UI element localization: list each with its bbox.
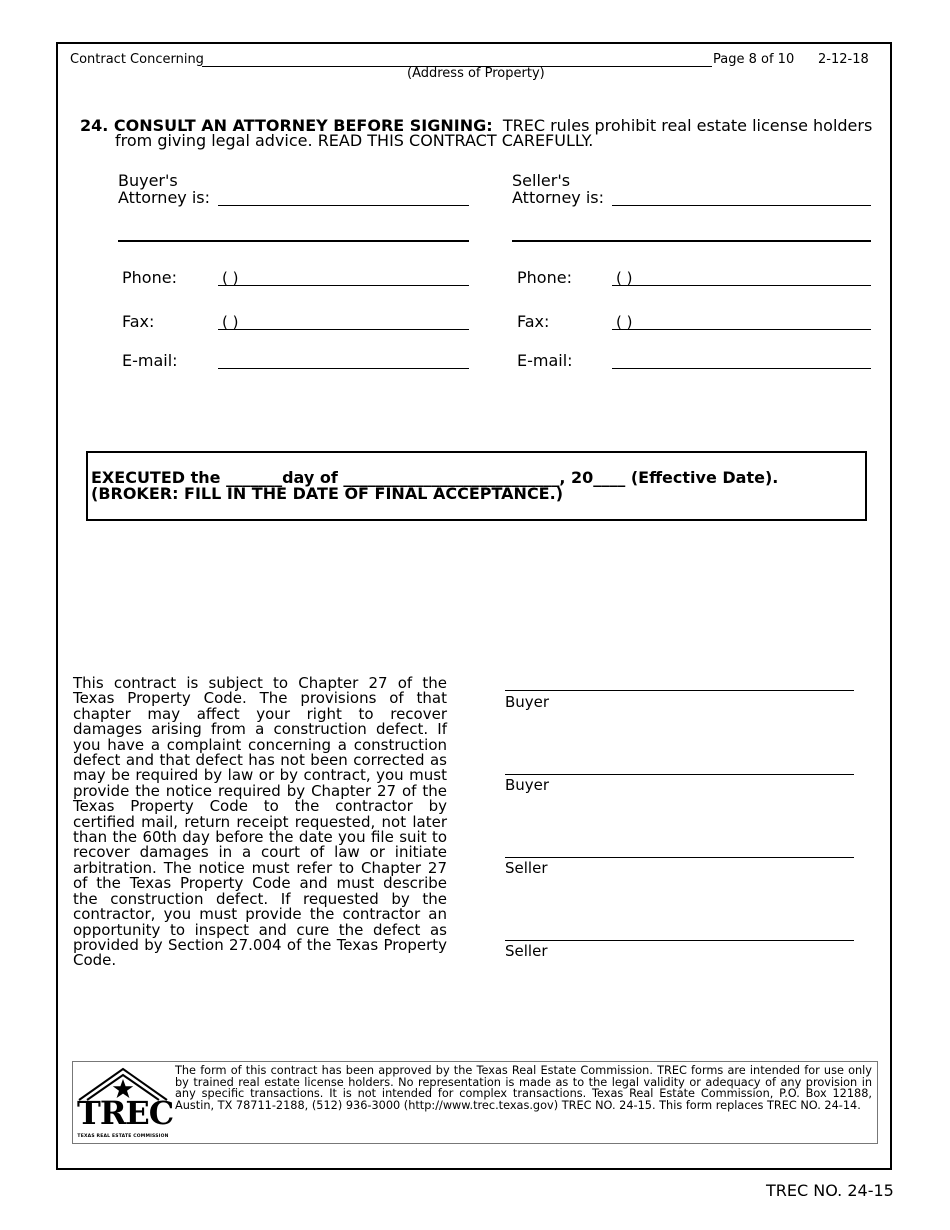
address-caption: (Address of Property) [407,66,545,81]
buyer-attorney-label-2: Attorney is: [118,188,211,207]
buyer-fax-field[interactable] [218,329,469,330]
buyer-email-field[interactable] [218,368,469,369]
buyer-phone-field[interactable] [218,285,469,286]
seller-signature-line-1[interactable] [505,857,854,858]
seller-attorney-label-2: Attorney is: [512,188,605,207]
seller-phone-label: Phone: [517,268,572,287]
seller-email-field[interactable] [612,368,871,369]
buyer-signature-line-2[interactable] [505,774,854,775]
buyer-fax-label: Fax: [122,312,155,331]
buyer-attorney-name-field[interactable] [218,205,469,206]
seller-signature-label-2: Seller [505,942,548,960]
page-number: Page 8 of 10 [713,52,795,67]
seller-fax-area-code: ( ) [616,313,633,331]
buyer-phone-label: Phone: [122,268,177,287]
footer-disclaimer: The form of this contract has been approved by the Texas Real Estate Commission. TREC forms are intended for use only by trained real estate license holders. No representation is made as to the legal validity or adequacy of any provision in any specific transactions. It is not intended for complex transactions. Texas Real Estate Commission, P.O. Box 12188, Austin, TX 78711-2188, (512) 936-3000 (http://www.trec.texas.gov) TREC NO. 24-15. This form replaces TREC NO. 24-14. [175,1064,872,1112]
seller-email-label: E-mail: [517,351,573,370]
buyer-phone-area-code: ( ) [222,269,239,287]
seller-fax-label: Fax: [517,312,550,331]
executed-date-line[interactable]: EXECUTED the _______day of ___________________________, 20____ (Effective Date). [91,468,779,487]
page-frame [56,42,892,1170]
seller-attorney-address-field[interactable] [512,240,871,242]
construction-defect-notice: This contract is subject to Chapter 27 of the Texas Property Code. The provisions of that chapter may affect your right to recover damages arising from a construction defect. If you have a complaint concerning a construction defect and that defect has not been corrected as may be required by law or by contract, you must provide the notice required by Chapter 27 of the Texas Property Code to the contractor by certified mail, return receipt requested, not later than the 60th day before the date you file suit to recover damages in a court of law or initiate arbitration. The notice must refer to Chapter 27 of the Texas Property Code and must describe the construction defect. If requested by the contractor, you must provide the contractor an opportunity to inspect and cure the defect as provided by Section 27.004 of the Texas Property Code. [73,674,447,970]
section-title: CONSULT AN ATTORNEY BEFORE SIGNING: [113,116,493,135]
form-date: 2-12-18 [818,52,869,67]
seller-phone-area-code: ( ) [616,269,633,287]
section-text-second: from giving legal advice. READ THIS CONTRACT CAREFULLY. [115,131,594,150]
buyer-signature-label-1: Buyer [505,693,550,711]
buyer-signature-line-1[interactable] [505,690,854,691]
seller-attorney-label-1: Seller's [512,171,571,190]
broker-instruction: (BROKER: FILL IN THE DATE OF FINAL ACCEPTANCE.) [91,484,563,503]
seller-signature-line-2[interactable] [505,940,854,941]
seller-signature-label-1: Seller [505,859,548,877]
buyer-attorney-label-1: Buyer's [118,171,178,190]
buyer-fax-area-code: ( ) [222,313,239,331]
trec-logo [77,1066,174,1140]
buyer-signature-label-2: Buyer [505,776,550,794]
trec-logo-word: TREC [77,1094,174,1132]
section-text-first: TREC rules prohibit real estate license holders [502,116,873,135]
form-number: TREC NO. 24-15 [766,1181,894,1200]
section-number: 24. [80,116,109,135]
buyer-email-label: E-mail: [122,351,178,370]
seller-fax-field[interactable] [612,329,871,330]
seller-attorney-name-field[interactable] [612,205,871,206]
trec-logo-subtitle: TEXAS REAL ESTATE COMMISSION [77,1134,169,1139]
seller-phone-field[interactable] [612,285,871,286]
contract-concerning-label: Contract Concerning [70,52,204,67]
buyer-attorney-address-field[interactable] [118,240,469,242]
